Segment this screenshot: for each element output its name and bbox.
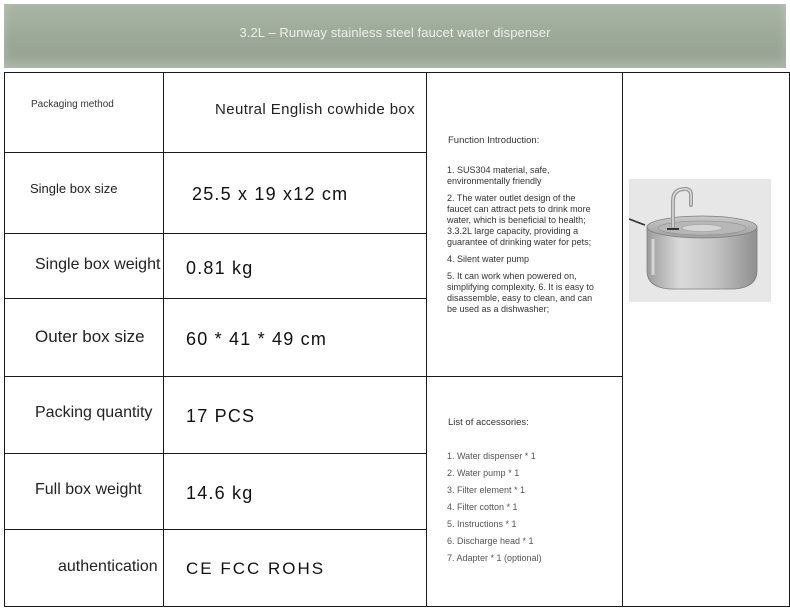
spec-label-packaging-method: Packaging method: [31, 99, 114, 110]
spec-value-single-box-weight: 0.81 kg: [186, 258, 254, 278]
spec-value-authentication: CE FCC ROHS: [186, 559, 326, 578]
spec-value-packaging-method: Neutral English cowhide box: [215, 101, 416, 118]
row-divider: [4, 233, 427, 234]
function-intro-item: 1. SUS304 material, safe, environmentally friendly: [447, 165, 550, 186]
table-border-top: [4, 72, 790, 73]
spec-label-single-box-size: Single box size: [30, 181, 118, 196]
row-divider: [4, 529, 427, 530]
spec-label-full-box-weight: Full box weight: [35, 481, 142, 498]
accessory-item: 5. Instructions * 1: [447, 519, 517, 529]
title-banner: [4, 4, 786, 68]
spec-label-outer-box-size: Outer box size: [35, 327, 145, 346]
table-border-bottom: [4, 606, 790, 607]
spec-label-packing-quantity: Packing quantity: [35, 404, 153, 421]
row-divider: [4, 298, 427, 299]
function-intro-item: 5. It can work when powered on, simplifying complexity. 6. It is easy to disassemble, easy to clean, and can be used as a dishwasher;: [447, 271, 594, 314]
accessories-list: [447, 448, 542, 567]
accessory-item: 1. Water dispenser * 1: [447, 451, 536, 461]
spec-value-single-box-size: 25.5 x 19 x12 cm: [192, 184, 349, 204]
function-intro-list: [447, 165, 601, 315]
row-divider: [4, 152, 427, 153]
accessory-item: 4. Filter cotton * 1: [447, 502, 518, 512]
product-photo: [629, 179, 771, 302]
product-title: 3.2L – Runway stainless steel faucet water dispenser: [239, 25, 551, 40]
spec-value-outer-box-size: 60 * 41 * 49 cm: [186, 329, 328, 349]
function-intro-item: 3.3.2L large capacity, providing a guarantee of drinking water for pets;: [447, 226, 592, 247]
row-divider: [4, 376, 623, 377]
spec-label-single-box-weight: Single box weight: [35, 256, 161, 273]
function-intro-item: 4. Silent water pump: [447, 254, 530, 264]
function-intro-item: 2. The water outlet design of the faucet can attract pets to drink more water, which is beneficial to health;: [447, 193, 591, 225]
spec-table: [4, 72, 790, 607]
water-dispenser-icon: [629, 179, 771, 302]
column-divider: [622, 72, 623, 607]
accessory-item: 7. Adapter * 1 (optional): [447, 553, 542, 563]
spec-value-full-box-weight: 14.6 kg: [186, 483, 254, 503]
spec-value-packing-quantity: 17 PCS: [186, 406, 256, 426]
accessory-item: 2. Water pump * 1: [447, 468, 520, 478]
row-divider: [4, 453, 427, 454]
accessory-item: 3. Filter element * 1: [447, 485, 526, 495]
function-intro-heading: Function Introduction:: [448, 135, 540, 146]
accessories-heading: List of accessories:: [448, 417, 529, 428]
spec-label-authentication: authentication: [58, 558, 158, 575]
accessory-item: 6. Discharge head * 1: [447, 536, 534, 546]
